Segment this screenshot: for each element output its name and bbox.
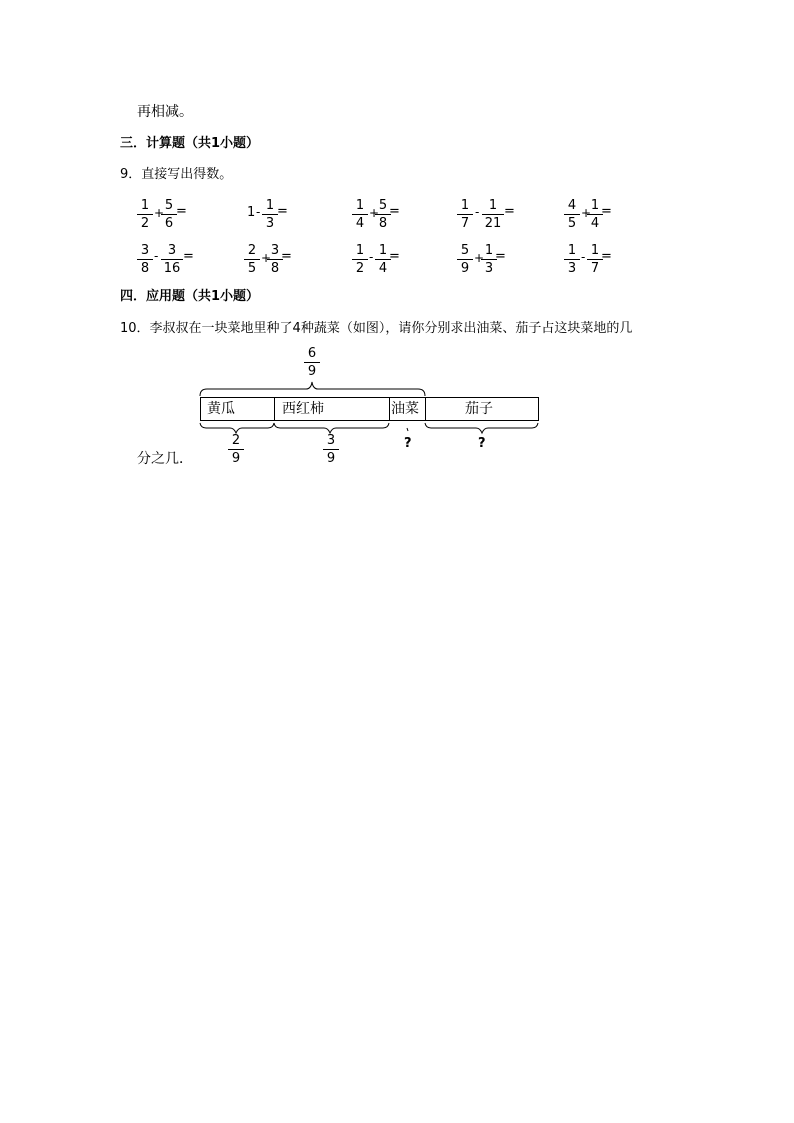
tomato-brace (274, 423, 389, 433)
numerator: 1 (590, 243, 600, 258)
question-9-prompt: 9．直接写出得数。 (120, 167, 233, 182)
denominator: 2 (140, 216, 150, 231)
numerator: 2 (247, 243, 257, 258)
equals-sign: = (504, 204, 515, 219)
numerator: 4 (567, 198, 577, 213)
section-heading-calculation: 三．计算题（共1小题） (120, 136, 260, 151)
denominator: 9 (460, 261, 470, 276)
denominator: 9 (326, 451, 336, 466)
denominator: 7 (460, 216, 470, 231)
equals-sign: = (277, 204, 288, 219)
equals-sign: = (389, 249, 400, 264)
question-10-ending: 分之几． (137, 451, 193, 467)
denominator: 4 (378, 261, 388, 276)
equals-sign: = (183, 249, 194, 264)
operator: + (369, 206, 380, 220)
denominator: 8 (140, 261, 150, 276)
denominator: 3 (567, 261, 577, 276)
denominator: 9 (231, 451, 241, 466)
numerator: 5 (378, 198, 388, 213)
denominator: 6 (164, 216, 174, 231)
denominator: 2 (355, 261, 365, 276)
equals-sign: = (176, 204, 187, 219)
numerator: 1 (484, 243, 494, 258)
numerator: 3 (326, 433, 336, 448)
rape-tick (407, 428, 408, 431)
operator: + (261, 251, 272, 265)
fraction-bar (323, 449, 339, 450)
denominator: 7 (590, 261, 600, 276)
numerator: 1 (140, 198, 150, 213)
denominator: 8 (270, 261, 280, 276)
denominator: 4 (355, 216, 365, 231)
numerator: 1 (460, 198, 470, 213)
fraction-bar (228, 449, 244, 450)
equals-sign: = (601, 204, 612, 219)
operator: - (154, 249, 159, 263)
numerator: 1 (488, 198, 498, 213)
eggplant-unknown-mark: ? (478, 436, 486, 451)
cucumber-brace (200, 423, 274, 433)
denominator: 5 (567, 216, 577, 231)
label-cucumber: 黄瓜 (207, 401, 235, 417)
denominator: 3 (484, 261, 494, 276)
numerator: 3 (140, 243, 150, 258)
numerator: 1 (355, 243, 365, 258)
denominator: 3 (265, 216, 275, 231)
numerator: 1 (378, 243, 388, 258)
operator: - (581, 250, 586, 264)
numerator: 1 (567, 243, 577, 258)
numerator: 1 (265, 198, 275, 213)
numerator: 6 (307, 346, 317, 361)
denominator: 9 (307, 364, 317, 379)
label-rape: 油菜 (391, 401, 419, 417)
numerator: 2 (231, 433, 241, 448)
eggplant-brace (425, 423, 538, 433)
section-heading-application: 四．应用题（共1小题） (120, 289, 260, 304)
whole-number: 1 (247, 205, 256, 220)
operator: - (369, 250, 374, 264)
numerator: 1 (355, 198, 365, 213)
equals-sign: = (389, 204, 400, 219)
numerator: 5 (460, 243, 470, 258)
numerator: 1 (590, 198, 600, 213)
previous-answer-ending: 再相减。 (137, 104, 193, 120)
equals-sign: = (281, 249, 292, 264)
tomato-fraction (323, 434, 339, 466)
operator: + (154, 206, 165, 220)
question-10-prompt: 10．李叔叔在一块菜地里种了4种蔬菜（如图），请你分别求出油菜、茄子占这块菜地的几 (120, 321, 633, 336)
operator: - (256, 205, 261, 219)
operator: - (475, 205, 480, 219)
cucumber-fraction (228, 434, 244, 466)
label-eggplant: 茄子 (465, 401, 493, 417)
numerator: 5 (164, 198, 174, 213)
rape-unknown-mark: ? (404, 436, 412, 451)
top-brace (200, 382, 425, 396)
denominator: 16 (163, 261, 181, 276)
numerator: 3 (270, 243, 280, 258)
denominator: 5 (247, 261, 257, 276)
operator: + (474, 251, 485, 265)
operator: + (581, 206, 592, 220)
denominator: 4 (590, 216, 600, 231)
denominator: 8 (378, 216, 388, 231)
numerator: 3 (167, 243, 177, 258)
equals-sign: = (495, 249, 506, 264)
denominator: 21 (484, 216, 502, 231)
equals-sign: = (601, 249, 612, 264)
label-tomato: 西红柿 (282, 401, 324, 417)
